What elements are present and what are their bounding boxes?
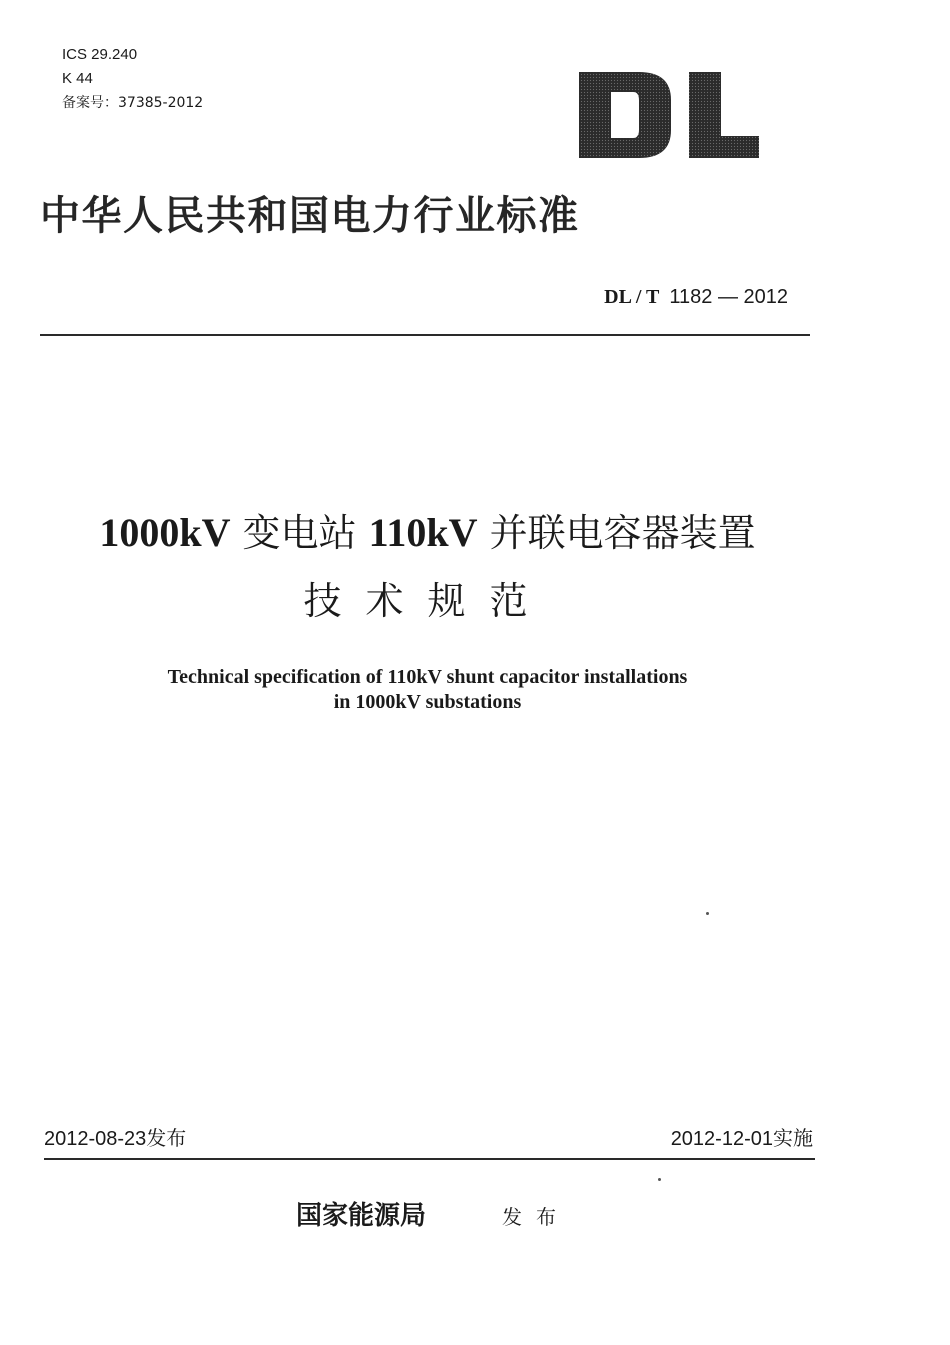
top-divider xyxy=(40,334,810,336)
logo-letter-l xyxy=(689,72,759,158)
ics-code: ICS 29.240 xyxy=(62,46,138,63)
title-seg: 110kV xyxy=(368,510,478,555)
title-seg: 1000kV xyxy=(99,510,231,555)
logo-letter-d xyxy=(579,72,671,158)
bottom-divider xyxy=(44,1158,815,1160)
title-seg: 并联电容器装置 xyxy=(477,511,756,555)
title-seg: 变电站 xyxy=(230,511,369,555)
dl-logo xyxy=(577,70,761,160)
title-cn-line1 xyxy=(0,508,855,558)
standard-number xyxy=(604,286,788,309)
issue-date: 2012-08-23发布 xyxy=(44,1128,187,1150)
title-cn-line2: 技术规范 xyxy=(303,579,552,623)
scan-speck xyxy=(706,912,709,915)
title-en-line2: in 1000kV substations xyxy=(333,691,522,713)
ccs-code: K 44 xyxy=(62,70,93,87)
implementation-date: 2012-12-01实施 xyxy=(670,1128,813,1150)
standard-code: 1182 — 2012 xyxy=(669,286,788,308)
issuer-action: 发布 xyxy=(502,1205,570,1229)
record-number: 备案号：37385-2012 xyxy=(62,95,204,111)
standard-prefix: DL / T xyxy=(604,286,660,308)
org-title: 中华人民共和国电力行业标准 xyxy=(40,192,580,239)
scan-speck xyxy=(658,1178,661,1181)
title-en-line1: Technical specification of 110kV shunt capacitor installations xyxy=(167,666,688,688)
issuer-name: 国家能源局 xyxy=(296,1201,427,1231)
